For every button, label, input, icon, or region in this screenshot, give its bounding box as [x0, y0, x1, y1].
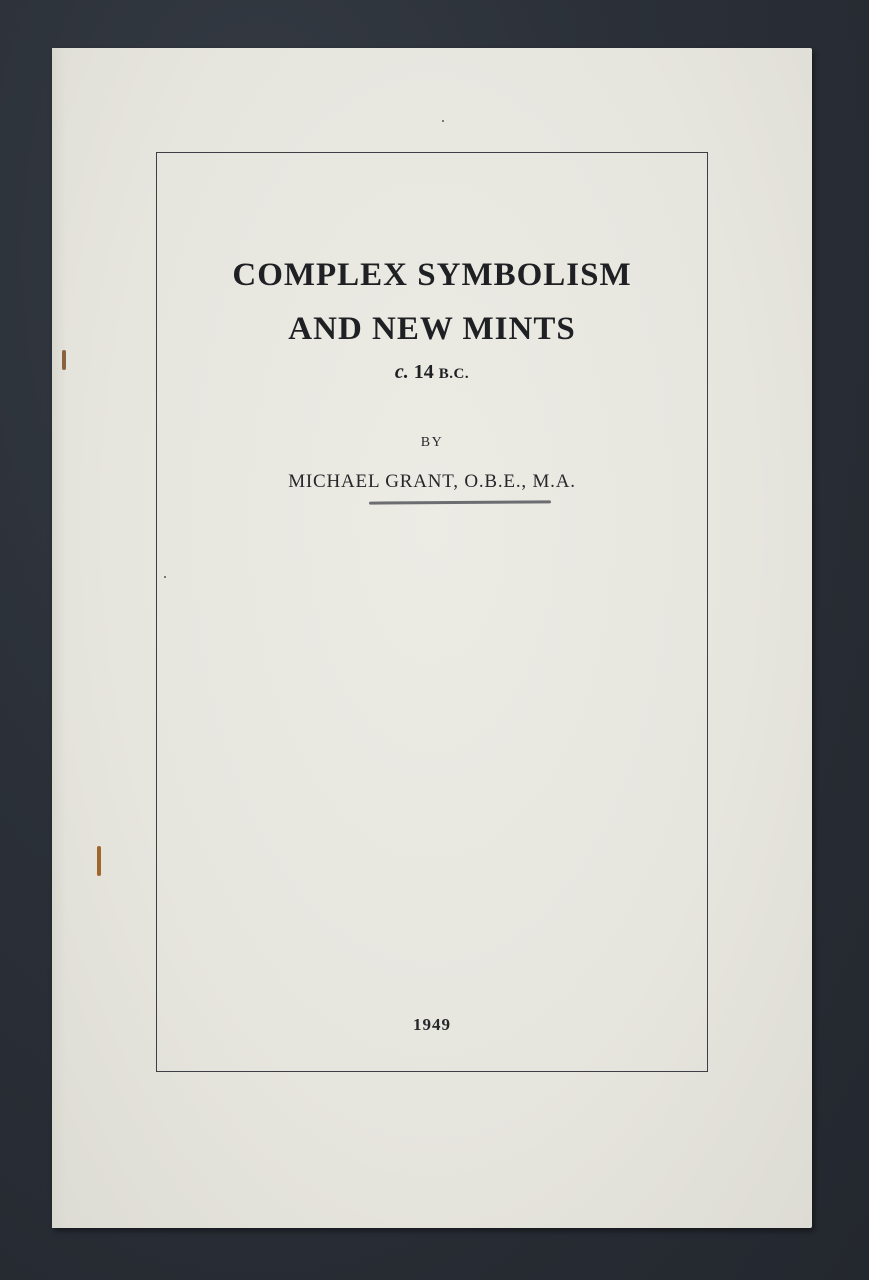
- publication-year: 1949: [413, 1015, 451, 1034]
- paper-speck: [442, 120, 444, 122]
- date-era: B.C.: [438, 366, 470, 382]
- by-label: BY: [420, 435, 444, 450]
- pencil-underline-mark: [369, 500, 551, 504]
- subtitle-date: [157, 362, 707, 382]
- date-circa: c.: [394, 361, 409, 383]
- rust-staple-mark-top: [62, 350, 66, 370]
- spine-edge: [52, 48, 66, 1228]
- date-year: 14: [413, 361, 434, 383]
- title-line-1: COMPLEX SYMBOLISM: [232, 257, 632, 293]
- author-name: MICHAEL GRANT, O.B.E., M.A.: [288, 471, 576, 492]
- cover-border-frame: [156, 152, 708, 1072]
- booklet-cover: [52, 48, 812, 1228]
- title-line-2: AND NEW MINTS: [288, 311, 576, 347]
- rust-staple-mark-bottom: [97, 846, 101, 876]
